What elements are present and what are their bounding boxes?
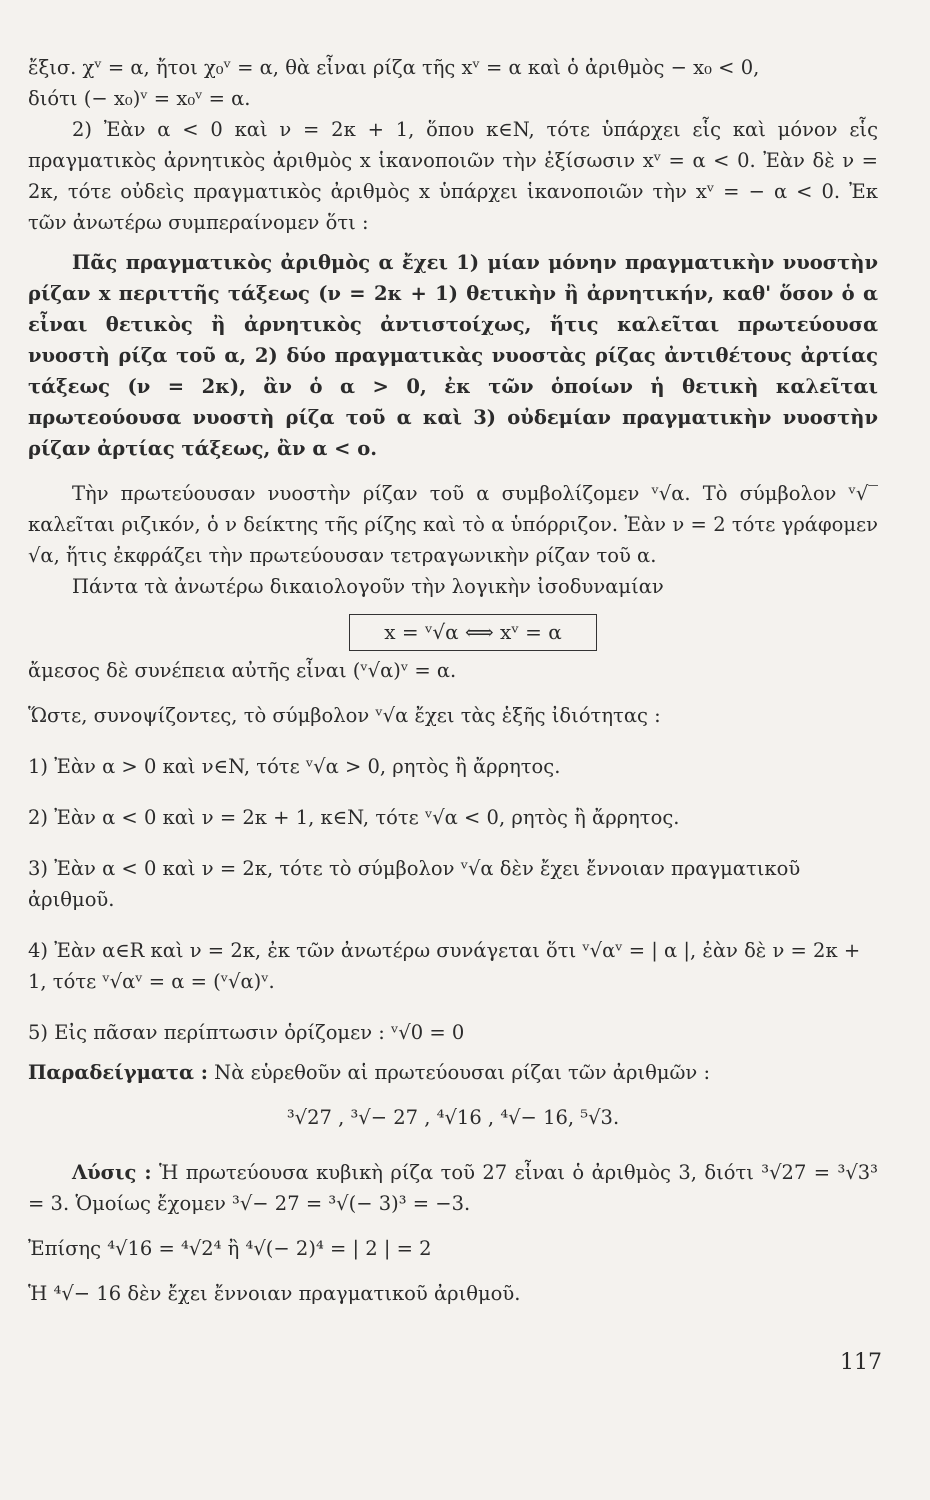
theorem: Πᾶς πραγματικὸς ἀριθμὸς α ἔχει 1) μίαν μόνην πραγματικὴν νυοστὴν ρίζαν x περιττῆς τάξεως (ν = 2κ + 1) θετικὴν ἢ ἀρνητικήν, καθ' ὅσον ὁ α εἶναι θετικὸς ἢ ἀρνητικὸς ἀντιστοίχως, ἥτις καλεῖται πρωτεύουσα νυοστὴ ρίζα τοῦ α, 2) δύο πραγματικὰς νυοστὰς ρίζας ἀντιθέτους ἀρτίας τάξεως (ν = 2κ), ἂν ὁ α > 0, ἐκ τῶν ὁποίων ἡ θετικὴ καλεῖται πρωτεούουσα νυοστὴ ρίζα τοῦ α καὶ 3) οὐδεμίαν πραγματικὴν νυοστὴν ρίζαν ἀρτίας τάξεως, ἂν α < ο. xyxy=(28,251,878,460)
properties-list xyxy=(28,751,878,1048)
symbol-paragraph: Τὴν πρωτεύουσαν νυοστὴν ρίζαν τοῦ α συμβολίζομεν ᵛ√α. Τὸ σύμβολον ᵛ√‾ καλεῖται ριζικόν, ὁ ν δείκτης τῆς ρίζης καὶ τὸ α ὑπόρριζον. Ἐὰν ν = 2 τότε γράφομεν √α, ἥτις ἐκφράζει τὴν πρωτεύουσαν τετραγωνικὴν ρίζαν τοῦ α. xyxy=(28,482,878,567)
summary-line: Ὥστε, συνοψίζοντες, τὸ σύμβολον ᵛ√α ἔχει τὰς ἑξῆς ἰδιότητας : xyxy=(28,704,661,727)
equivalence-box-wrap xyxy=(28,614,878,651)
solution-label: Λύσις : xyxy=(72,1161,152,1184)
consequence-line: ἄμεσος δὲ συνέπεια αὐτῆς εἶναι (ᵛ√α)ᵛ = α. xyxy=(28,659,457,682)
line-1: ἔξισ. χᵛ = α, ἤτοι χ₀ᵛ = α, θὰ εἶναι ρίζα τῆς xᵛ = α καὶ ὁ ἀριθμὸς − x₀ < 0, xyxy=(28,56,760,79)
last-line: Ἡ ⁴√− 16 δὲν ἔχει ἔννοιαν πραγματικοῦ ἀριθμοῦ. xyxy=(28,1282,521,1305)
property-2: 2) Ἐὰν α < 0 καὶ ν = 2κ + 1, κ∈N, τότε ᵛ√α < 0, ρητὸς ἢ ἄρρητος. xyxy=(28,806,680,829)
property-1: 1) Ἐὰν α > 0 καὶ ν∈N, τότε ᵛ√α > 0, ρητὸς ἢ ἄρρητος. xyxy=(28,755,561,778)
page-body xyxy=(28,52,878,1309)
examples-line xyxy=(28,1057,878,1088)
examples-label: Παραδείγματα : xyxy=(28,1061,208,1084)
property-3: 3) Ἐὰν α < 0 καὶ ν = 2κ, τότε τὸ σύμβολον ᵛ√α δὲν ἔχει ἔννοιαν πραγματικοῦ ἀριθμοῦ. xyxy=(28,857,801,911)
examples-list: ³√27 , ³√− 27 , ⁴√16 , ⁴√− 16, ⁵√3. xyxy=(286,1106,620,1129)
paragraph-case-2: 2) Ἐὰν α < 0 καὶ ν = 2κ + 1, ὅπου κ∈N, τότε ὑπάρχει εἷς καὶ μόνον εἷς πραγματικὸς ἀρνητικὸς ἀριθμὸς x ἱκανοποιῶν τὴν ἐξίσωσιν xᵛ = α < 0. Ἐὰν δὲ ν = 2κ, τότε οὐδεὶς πραγματικὸς ἀριθμὸς x ὑπάρχει ἱκανοποιῶν τὴν xᵛ = − α < 0. Ἐκ τῶν ἀνωτέρω συμπεραίνομεν ὅτι : xyxy=(28,118,878,234)
solution-text: Ἡ πρωτεύουσα κυβικὴ ρίζα τοῦ 27 εἶναι ὁ ἀριθμὸς 3, διότι ³√27 = ³√3³ = 3. Ὁμοίως ἔχομεν ³√− 27 = ³√(− 3)³ = −3. xyxy=(28,1161,878,1215)
page-number: 117 xyxy=(840,1350,882,1375)
property-4: 4) Ἐὰν α∈R καὶ ν = 2κ, ἐκ τῶν ἀνωτέρω συνάγεται ὅτι ᵛ√αᵛ = | α |, ἐὰν δὲ ν = 2κ + 1, τότε ᵛ√αᵛ = α = (ᵛ√α)ᵛ. xyxy=(28,939,861,993)
equivalence-box: x = ᵛ√α ⟺ xᵛ = α xyxy=(349,614,597,651)
justify-line: Πάντα τὰ ἀνωτέρω δικαιολογοῦν τὴν λογικὴν ἰσοδυναμίαν xyxy=(72,575,664,598)
examples-text: Νὰ εὑρεθοῦν αἱ πρωτεύουσαι ρίζαι τῶν ἀριθμῶν : xyxy=(214,1061,711,1084)
solution-paragraph xyxy=(28,1157,878,1219)
property-5: 5) Εἰς πᾶσαν περίπτωσιν ὁρίζομεν : ᵛ√0 = 0 xyxy=(28,1021,465,1044)
also-line: Ἐπίσης ⁴√16 = ⁴√2⁴ ἢ ⁴√(− 2)⁴ = | 2 | = 2 xyxy=(28,1237,432,1260)
line-2: διότι (− x₀)ᵛ = x₀ᵛ = α. xyxy=(28,87,251,110)
